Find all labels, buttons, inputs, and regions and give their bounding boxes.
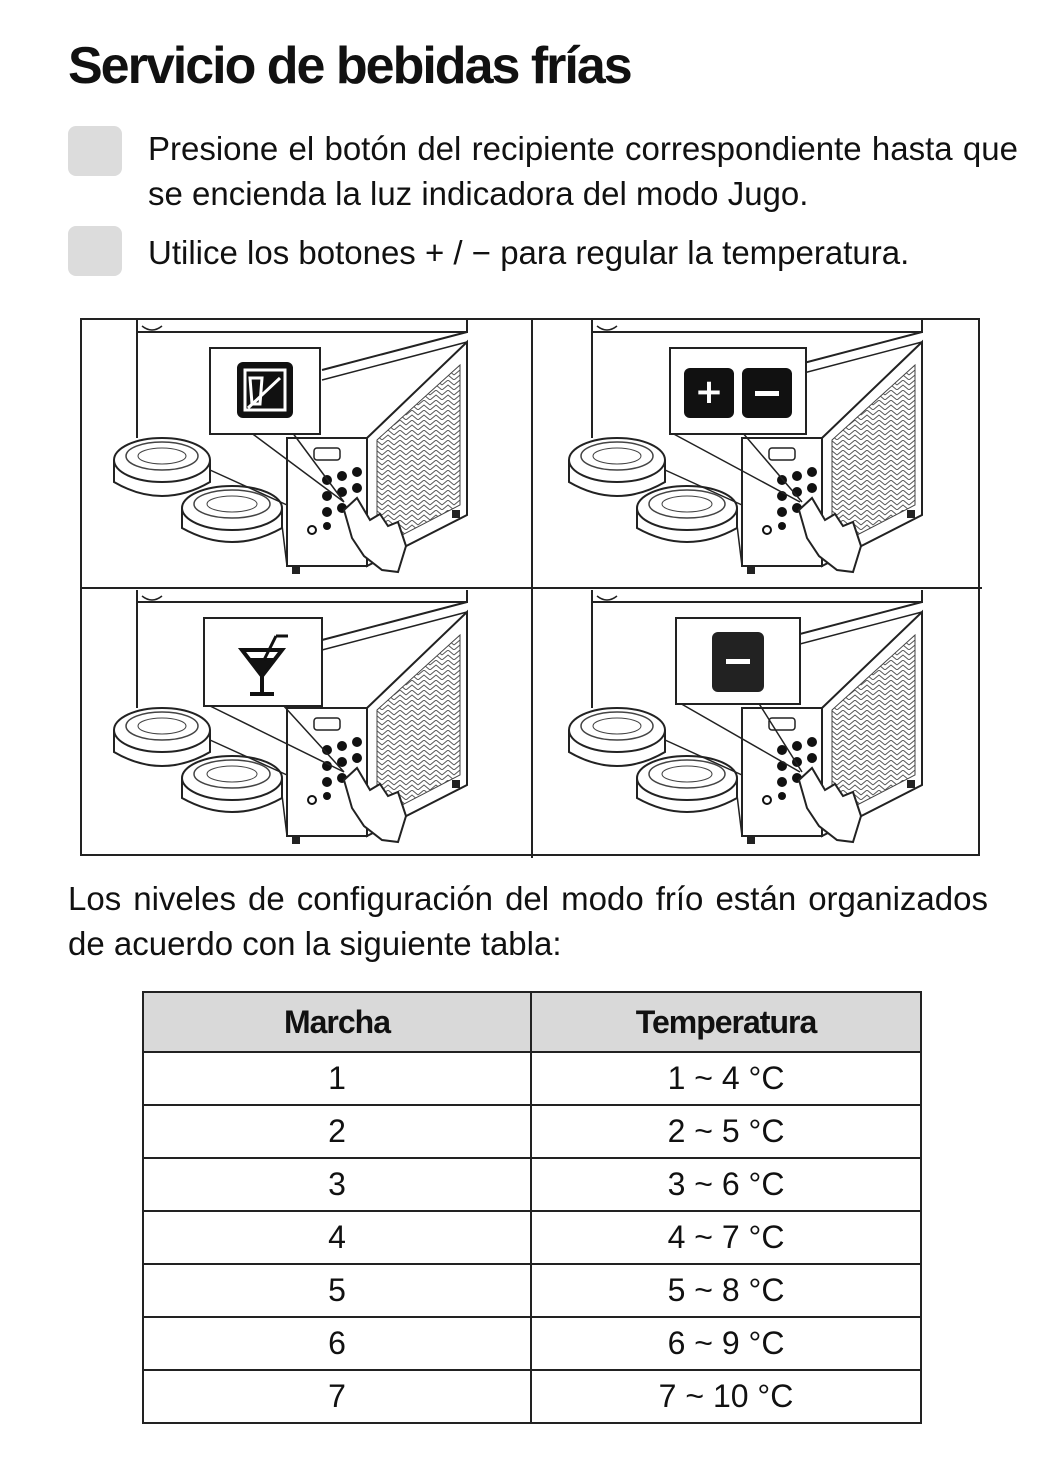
table-row (143, 1211, 921, 1264)
figure-panel-3 (114, 590, 467, 844)
step-1-text: Presione el botón del recipiente correspondiente hasta que se encienda la luz indicadora del modo Jugo. (148, 130, 1018, 212)
step-marker (68, 126, 122, 176)
cup-button-icon (237, 362, 293, 418)
gear-cell: 4 (143, 1211, 531, 1264)
gear-cell: 6 (143, 1317, 531, 1370)
temperature-levels-table (142, 991, 922, 1424)
page-title: Servicio de bebidas frías (68, 37, 631, 95)
minus-button-icon (742, 368, 792, 418)
minus-button-icon (712, 632, 764, 692)
gear-cell: 5 (143, 1264, 531, 1317)
column-header-marcha: Marcha (143, 992, 531, 1052)
instruction-figure (80, 318, 980, 856)
step-marker (68, 226, 122, 276)
temperature-cell: 2 ~ 5 °C (531, 1105, 921, 1158)
figure-panel-1 (114, 320, 467, 574)
gear-cell: 7 (143, 1370, 531, 1423)
temperature-cell: 5 ~ 8 °C (531, 1264, 921, 1317)
step-2-text: Utilice los botones + / − para regular la temperatura. (148, 234, 910, 271)
gear-cell: 2 (143, 1105, 531, 1158)
temperature-cell: 7 ~ 10 °C (531, 1370, 921, 1423)
temperature-cell: 1 ~ 4 °C (531, 1052, 921, 1105)
temperature-cell: 4 ~ 7 °C (531, 1211, 921, 1264)
gear-cell: 1 (143, 1052, 531, 1105)
table-row (143, 1264, 921, 1317)
table-row (143, 1158, 921, 1211)
plus-button-icon (684, 368, 734, 418)
table-row (143, 1317, 921, 1370)
figure-panel-4 (569, 590, 922, 844)
table-row (143, 1105, 921, 1158)
config-paragraph: Los niveles de configuración del modo frío están organizados de acuerdo con la siguiente tabla: (68, 880, 988, 962)
temperature-cell: 3 ~ 6 °C (531, 1158, 921, 1211)
gear-cell: 3 (143, 1158, 531, 1211)
svg-text:+: + (694, 372, 724, 412)
figure-panel-2 (569, 320, 922, 574)
table-row (143, 1370, 921, 1423)
temperature-cell: 6 ~ 9 °C (531, 1317, 921, 1370)
table-header-row (143, 992, 921, 1052)
column-header-temperatura: Temperatura (531, 992, 921, 1052)
table-row (143, 1052, 921, 1105)
